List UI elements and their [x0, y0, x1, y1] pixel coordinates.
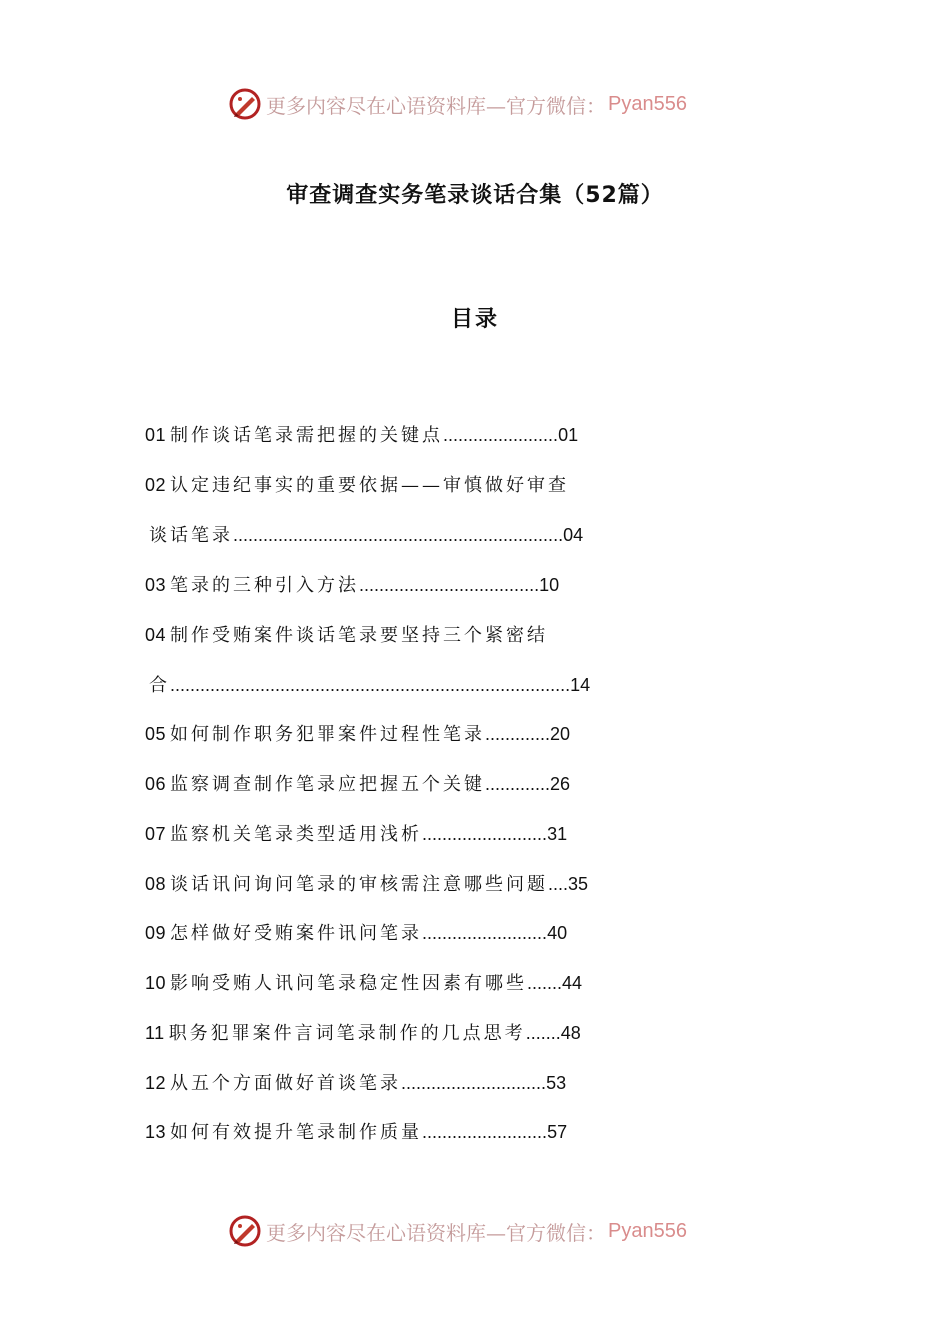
toc-entry-leader: .............: [485, 774, 551, 794]
toc-entry-page: 48: [560, 1023, 581, 1043]
toc-entry-title: 如何有效提升笔录制作质量: [170, 1122, 423, 1143]
toc-entry-title: 合: [149, 675, 170, 696]
watermark-text: 更多内容尽在心语资料库—官方微信：: [266, 1220, 606, 1245]
toc-entry-title: 从五个方面做好首谈笔录: [170, 1073, 402, 1094]
toc-entry-number: 04: [145, 625, 167, 645]
toc-entry[interactable]: [145, 1120, 567, 1145]
document-title: 审查调查实务笔录谈话合集（52篇）: [286, 183, 664, 208]
toc-entry-number: 12: [145, 1073, 167, 1093]
toc-entry-continuation[interactable]: [145, 523, 583, 548]
toc-entry-page: 57: [547, 1122, 568, 1142]
toc-entry-number: 01: [145, 425, 167, 445]
toc-entry-number: 10: [145, 973, 167, 993]
toc-entry-number: 03: [145, 575, 167, 595]
toc-entry-title: 影响受贿人讯问笔录稳定性因素有哪些: [170, 973, 528, 994]
toc-entry[interactable]: [145, 573, 559, 598]
toc-entry-page: 04: [563, 525, 584, 545]
toc-entry-number: 11: [145, 1023, 165, 1043]
watermark-wechat-id: Pyan556: [608, 92, 687, 115]
pen-logo-icon: [228, 1214, 262, 1248]
toc-entry-continuation[interactable]: [145, 673, 590, 698]
toc-entry-leader: ....: [548, 874, 569, 894]
toc-entry-title: 怎样做好受贿案件讯问笔录: [170, 923, 423, 944]
toc-entry-page: 10: [539, 575, 560, 595]
toc-entry-leader: ................................................................................: [170, 675, 571, 695]
toc-entry[interactable]: [145, 473, 569, 498]
toc-entry-leader: .........................: [422, 824, 548, 844]
toc-entry-page: 35: [568, 874, 589, 894]
toc-entry-title: 制作受贿案件谈话笔录要坚持三个紧密结: [170, 625, 549, 646]
toc-entry[interactable]: [145, 722, 570, 747]
toc-entry[interactable]: [145, 872, 588, 897]
toc-entry-number: 07: [145, 824, 167, 844]
toc-entry[interactable]: [145, 822, 567, 847]
toc-entry-title: 认定违纪事实的重要依据——审慎做好审查: [170, 475, 570, 496]
toc-entry-leader: ..................................................................: [233, 525, 564, 545]
toc-entry-leader: .......: [527, 973, 563, 993]
toc-entry-number: 05: [145, 724, 167, 744]
toc-entry-page: 31: [547, 824, 568, 844]
toc-entry-number: 08: [145, 874, 167, 894]
toc-entry-title: 制作谈话笔录需把握的关键点: [170, 425, 444, 446]
header-watermark: [228, 84, 687, 124]
toc-entry-leader: ....................................: [359, 575, 540, 595]
toc-entry-number: 09: [145, 923, 167, 943]
toc-entry-leader: .........................: [422, 1122, 548, 1142]
watermark-text: 更多内容尽在心语资料库—官方微信：: [266, 93, 606, 118]
toc-entry-page: 01: [558, 425, 579, 445]
toc-entry-page: 20: [550, 724, 571, 744]
toc-entry[interactable]: [145, 423, 578, 448]
toc-entry-title: 如何制作职务犯罪案件过程性笔录: [170, 724, 486, 745]
toc-entry-page: 40: [547, 923, 568, 943]
toc-entry-title: 笔录的三种引入方法: [170, 575, 360, 596]
toc-entry-title: 监察调查制作笔录应把握五个关键: [170, 774, 486, 795]
pen-logo-icon: [228, 87, 262, 121]
toc-entry[interactable]: [145, 772, 570, 797]
toc-entry-leader: .........................: [422, 923, 548, 943]
toc-entry-page: 14: [570, 675, 591, 695]
toc-entry[interactable]: [145, 921, 567, 946]
toc-entry-leader: .............: [485, 724, 551, 744]
toc-heading: 目录: [450, 307, 499, 332]
toc-entry[interactable]: [145, 623, 548, 648]
toc-entry-page: 26: [550, 774, 571, 794]
toc-entry-title: 谈话讯问询问笔录的审核需注意哪些问题: [170, 874, 549, 895]
toc-entry-number: 02: [145, 475, 167, 495]
toc-entry[interactable]: [145, 971, 582, 996]
toc-entry-number: 13: [145, 1122, 167, 1142]
toc-entry[interactable]: [145, 1021, 581, 1046]
toc-entry[interactable]: [145, 1071, 566, 1096]
toc-entry-title: 职务犯罪案件言词笔录制作的几点思考: [168, 1023, 526, 1044]
footer-watermark: [228, 1211, 687, 1251]
toc-entry-page: 44: [562, 973, 583, 993]
toc-entry-number: 06: [145, 774, 167, 794]
watermark-wechat-id: Pyan556: [608, 1219, 687, 1242]
toc-entry-leader: .......................: [443, 425, 559, 445]
toc-entry-leader: .......: [525, 1023, 561, 1043]
toc-entry-leader: .............................: [401, 1073, 547, 1093]
toc-entry-title: 谈话笔录: [149, 525, 233, 546]
toc-entry-page: 53: [546, 1073, 567, 1093]
toc-entry-title: 监察机关笔录类型适用浅析: [170, 824, 423, 845]
